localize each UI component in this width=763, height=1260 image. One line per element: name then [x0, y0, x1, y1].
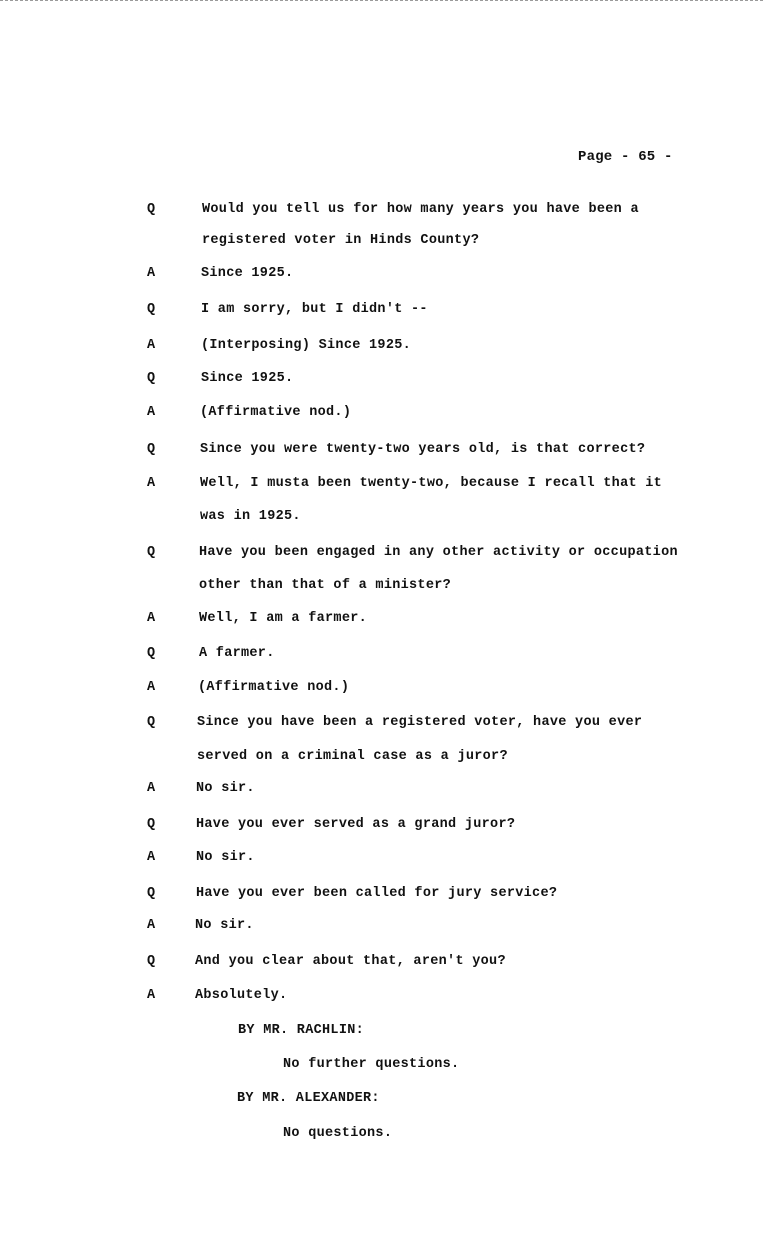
page-number: Page - 65 -	[578, 149, 673, 165]
transcript-line: No sir.	[196, 781, 255, 796]
examination-text: No further questions.	[283, 1057, 460, 1072]
transcript-line: A farmer.	[199, 646, 275, 661]
speaker-label: Q	[147, 886, 156, 901]
speaker-label: Q	[147, 202, 156, 217]
transcript-line: Since you have been a registered voter, have you ever	[197, 715, 643, 730]
transcript-line: No sir.	[195, 918, 254, 933]
transcript-line: (Interposing) Since 1925.	[201, 338, 412, 353]
transcript-line: other than that of a minister?	[199, 578, 452, 593]
speaker-label: A	[147, 476, 156, 491]
examination-heading: BY MR. ALEXANDER:	[237, 1091, 380, 1106]
transcript-line: I am sorry, but I didn't --	[201, 302, 428, 317]
transcript-line: Since 1925.	[201, 371, 294, 386]
speaker-label: A	[147, 405, 156, 420]
transcript-line: was in 1925.	[200, 509, 301, 524]
speaker-label: A	[147, 611, 156, 626]
speaker-label: A	[147, 918, 156, 933]
transcript-line: Well, I musta been twenty-two, because I recall that it	[200, 476, 663, 491]
transcript-line: Since you were twenty-two years old, is that correct?	[200, 442, 646, 457]
speaker-label: Q	[147, 954, 156, 969]
transcript-line: No sir.	[196, 850, 255, 865]
speaker-label: Q	[147, 371, 156, 386]
transcript-line: registered voter in Hinds County?	[202, 233, 480, 248]
transcript-line: Since 1925.	[201, 266, 294, 281]
speaker-label: Q	[147, 646, 156, 661]
speaker-label: A	[147, 680, 156, 695]
speaker-label: A	[147, 338, 156, 353]
speaker-label: A	[147, 850, 156, 865]
speaker-label: Q	[147, 302, 156, 317]
speaker-label: A	[147, 988, 156, 1003]
transcript-line: Would you tell us for how many years you have been a	[202, 202, 639, 217]
transcript-line: Have you ever been called for jury service?	[196, 886, 558, 901]
examination-heading: BY MR. RACHLIN:	[238, 1023, 365, 1038]
speaker-label: A	[147, 781, 156, 796]
transcript-line: (Affirmative nod.)	[200, 405, 352, 420]
speaker-label: A	[147, 266, 156, 281]
transcript-line: Well, I am a farmer.	[199, 611, 368, 626]
transcript-line: (Affirmative nod.)	[198, 680, 350, 695]
speaker-label: Q	[147, 817, 156, 832]
transcript-line: Have you been engaged in any other activity or occupation	[199, 545, 678, 560]
transcript-line: Have you ever served as a grand juror?	[196, 817, 516, 832]
speaker-label: Q	[147, 545, 156, 560]
speaker-label: Q	[147, 715, 156, 730]
transcript-line: served on a criminal case as a juror?	[197, 749, 508, 764]
transcript-line: Absolutely.	[195, 988, 288, 1003]
examination-text: No questions.	[283, 1126, 393, 1141]
scan-top-edge	[0, 0, 763, 5]
transcript-line: And you clear about that, aren't you?	[195, 954, 506, 969]
speaker-label: Q	[147, 442, 156, 457]
